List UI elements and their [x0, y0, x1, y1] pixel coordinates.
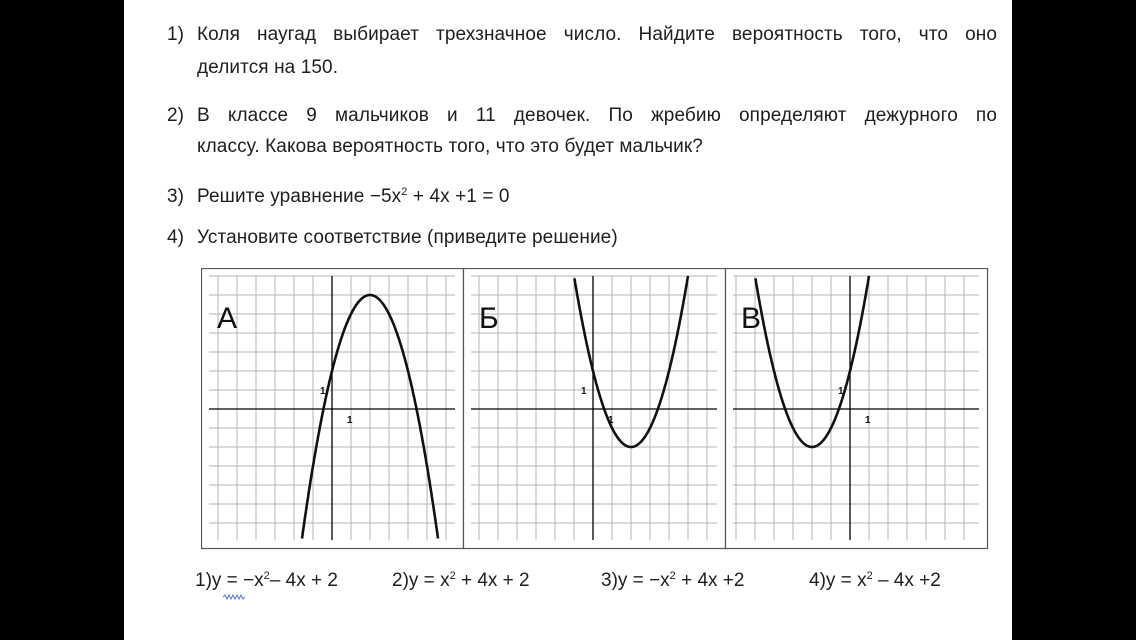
- answer-option: [195, 570, 338, 592]
- unit-x-label: 1: [347, 415, 353, 426]
- graph-panel: [202, 269, 464, 549]
- answer-option: [601, 570, 744, 592]
- exponent: 2: [401, 186, 408, 198]
- question-text-line: делится на 150.: [197, 57, 339, 78]
- question-text-line: Установите соответствие (приведите решение): [197, 227, 618, 248]
- question-number: 1): [167, 24, 185, 45]
- answer-prefix: 4)y =: [809, 570, 858, 591]
- graph-panels: [201, 268, 989, 550]
- answer-rest: + 4x +2: [675, 570, 745, 591]
- answer-option: [392, 570, 530, 592]
- answer-option: [809, 570, 941, 592]
- graph-label: В: [741, 302, 762, 335]
- question-text-line: В классе 9 мальчиков и 11 девочек. По жребию определяют дежурного по: [197, 105, 997, 126]
- equation-part: Решите уравнение −5x: [197, 186, 402, 207]
- graph-label: Б: [479, 302, 499, 335]
- answer-var: x: [660, 570, 670, 591]
- exponent: 2: [449, 570, 456, 582]
- spellcheck-squiggle: [223, 594, 245, 600]
- unit-x-label: 1: [865, 415, 871, 426]
- question-number: 2): [167, 105, 185, 126]
- graph-panel: [464, 269, 726, 549]
- answer-rest: + 4x + 2: [455, 570, 530, 591]
- answer-rest: – 4x +2: [872, 570, 941, 591]
- unit-y-label: 1: [838, 386, 844, 397]
- question-number: 3): [167, 186, 185, 207]
- question-number: 4): [167, 227, 185, 248]
- exponent: 2: [669, 570, 676, 582]
- answer-var: x: [857, 570, 867, 591]
- unit-y-label: 1: [320, 386, 326, 397]
- equation-part: + 4x +1 = 0: [407, 186, 510, 207]
- question-text-line: классу. Какова вероятность того, что это будет мальчик?: [197, 136, 703, 157]
- unit-x-label: 1: [608, 415, 614, 426]
- answer-var: x: [254, 570, 264, 591]
- answer-prefix: 2)y =: [392, 570, 441, 591]
- answer-sign: −: [649, 570, 661, 591]
- question-text-line: Коля наугад выбирает трехзначное число. Найдите вероятность того, что оно: [197, 24, 997, 45]
- answer-prefix: 1)y =: [195, 570, 244, 591]
- graph-panel: [726, 269, 988, 549]
- exponent: 2: [263, 570, 270, 582]
- unit-y-label: 1: [581, 386, 587, 397]
- answer-sign: −: [243, 570, 255, 591]
- graph-label: А: [217, 302, 238, 335]
- equation-text: [197, 186, 510, 208]
- answer-var: x: [440, 570, 450, 591]
- exponent: 2: [866, 570, 873, 582]
- answer-rest: – 4x + 2: [269, 570, 338, 591]
- answer-prefix: 3)y =: [601, 570, 650, 591]
